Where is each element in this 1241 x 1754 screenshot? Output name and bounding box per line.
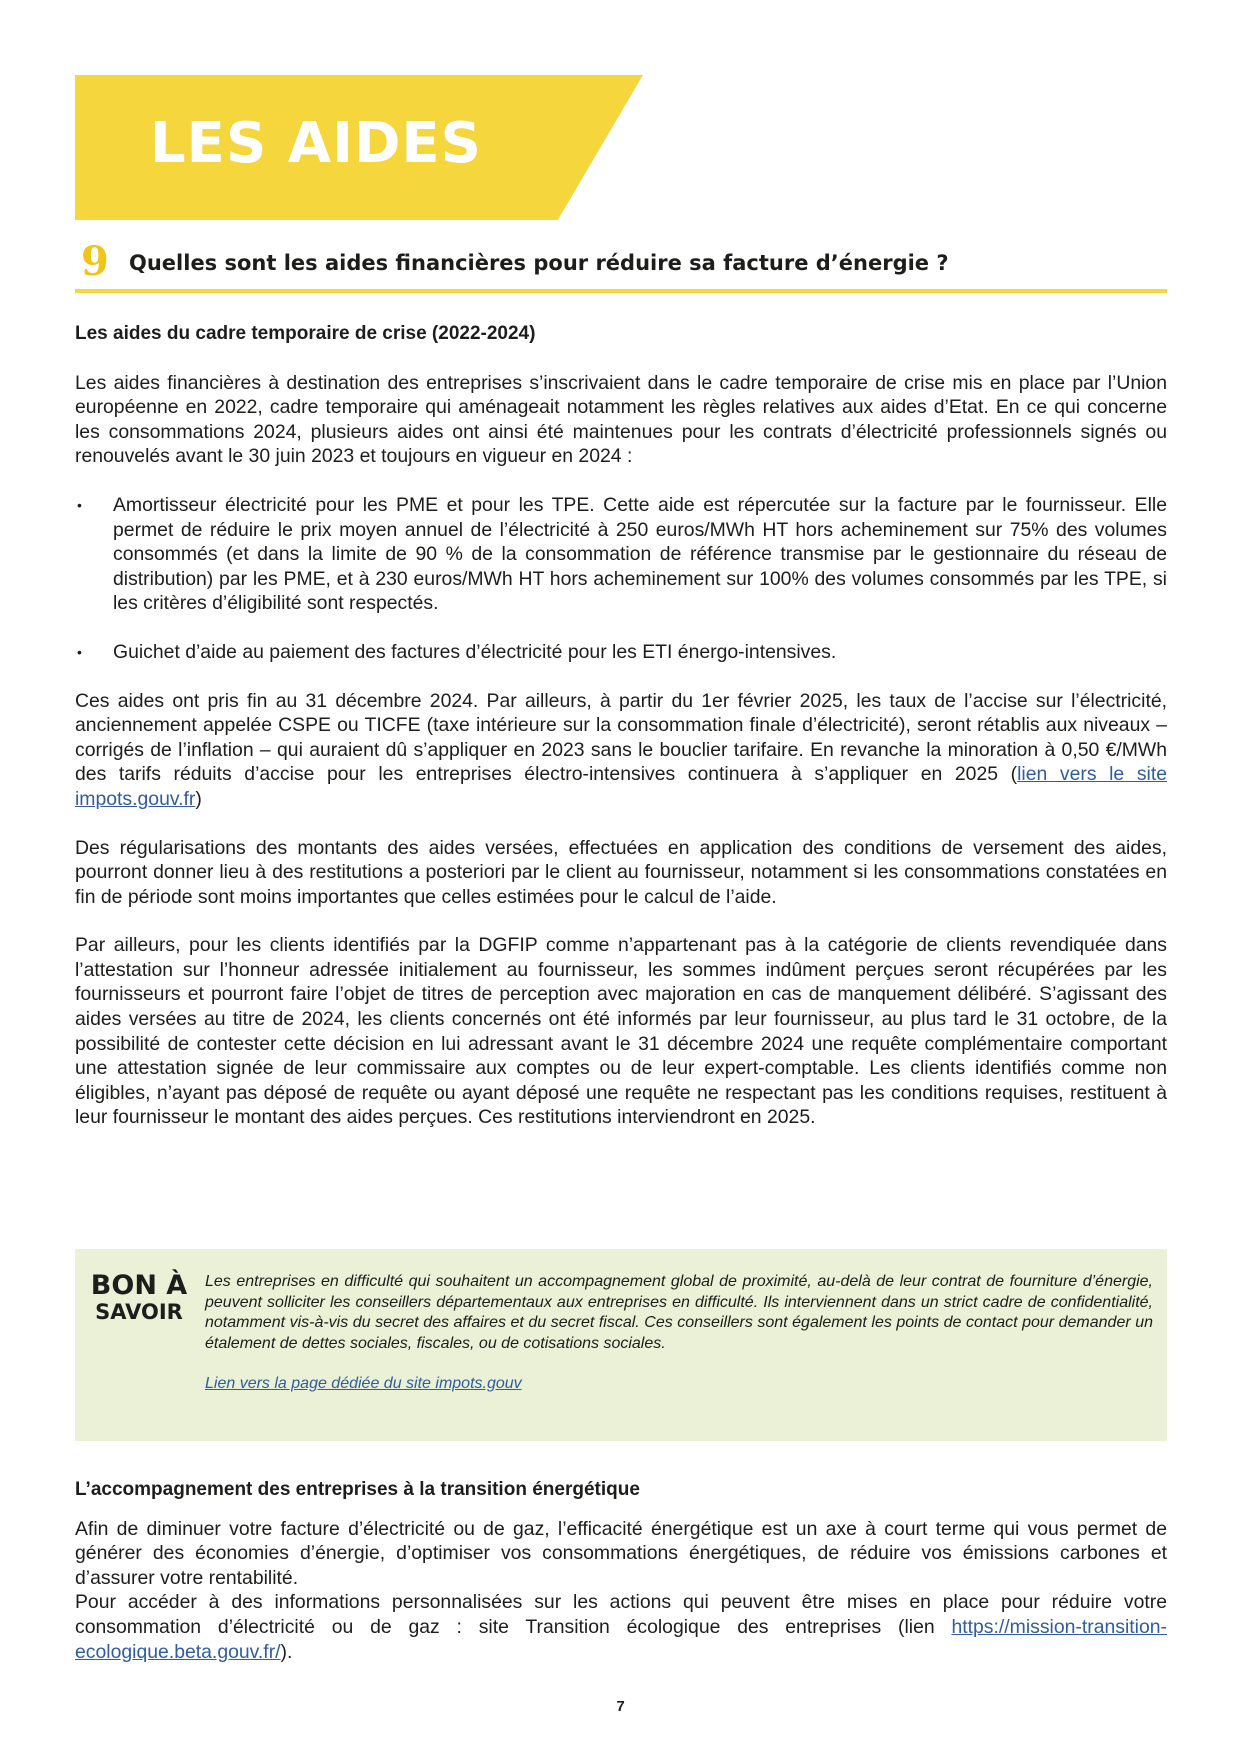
bon-a-savoir-label — [89, 1270, 189, 1325]
mission-text: Pour accéder à des informations personnalisées sur les actions qui peuvent être mises en place pour réduire votre consommation d’électricité ou de gaz : site Transition écologique des entreprises (lien — [75, 1591, 1167, 1638]
efficiency-paragraph: Afin de diminuer votre facture d’électricité ou de gaz, l’efficacité énergétique est un axe à court terme qui vous permet de générer des économies d’énergie, d’optimiser vos consommations énergétiques, de réduire vos émissions carbones et d’assurer votre rentabilité. — [75, 1517, 1167, 1589]
bon-a-savoir-text — [205, 1272, 1153, 1415]
dgfip-paragraph: Par ailleurs, pour les clients identifiés par la DGFIP comme n’appartenant pas à la catégorie de clients revendiquée dans l’attestation sur l’honneur adressée initialement au fournisseur, les sommes indûment perçues seront récupérées par les fournisseurs et pourront faire l’objet de titres de perception avec majoration en cas de manquement délibéré. S’agissant des aides versées au titre de 2024, les clients concernés ont été informés par leur fournisseur, au plus tard le 31 octobre, de la possibilité de contester cette décision en lui adressant avant le 31 décembre 2024 une requête complémentaire comportant une attestation signée de leur commissaire aux comptes ou de leur expert-comptable. Les clients identifiés comme non éligibles, n’ayant pas déposé de requête ou ayant déposé une requête ne respectant pas les conditions requises, restituent à leur fournisseur le montant des aides perçues. Ces restitutions interviendront en 2025. — [75, 934, 1167, 1129]
question-divider — [75, 289, 1167, 293]
page-title: LES AIDES — [150, 111, 483, 176]
bon-a-savoir-box — [75, 1249, 1167, 1441]
impots-link[interactable]: lien vers le site impots.gouv.fr — [75, 763, 1167, 810]
label-line2: SAVOIR — [95, 1300, 183, 1324]
list-item-text: Guichet d’aide au paiement des factures d’électricité pour les ETI énergo-intensives. — [113, 640, 837, 663]
box-paragraph: Les entreprises en difficulté qui souhaitent un accompagnement global de proximité, au-delà de leur contrat de fourniture d’énergie, peuvent solliciter les conseillers départementaux aux entreprises en difficulté. Ils interviennent dans un strict cadre de confidentialité, notamment vis-à-vis du secret des affaires et du secret fiscal. Ces conseillers sont également les points de contact pour demander un étalement de dettes sociales, fiscales, ou de cotisations sociales. — [205, 1273, 1153, 1352]
bullet-icon: • — [77, 496, 82, 513]
section-crisis-aid — [75, 322, 1167, 1154]
closing-paren: ) — [195, 787, 202, 810]
bullet-icon: • — [77, 643, 82, 660]
question-title: Quelles sont les aides financières pour réduire sa facture d’énergie ? — [129, 251, 949, 275]
end-of-aid-text: Ces aides ont pris fin au 31 décembre 2024. Par ailleurs, à partir du 1er février 2025, les taux de l’accise sur l’électricité, anciennement appelée CSPE ou TICFE (taxe intérieure sur la consommation finale d’électricité), seront rétablis aux niveaux – corrigés de l’inflation – qui auraient dû s’appliquer en 2023 sans le bouclier tarifaire. En revanche la minoration à 0,50 €/MWh des tarifs réduits d’accise pour les entreprises électro-intensives continuera à s’appliquer en 2025 ( — [75, 689, 1167, 786]
list-item-text: Amortisseur électricité pour les PME et pour les TPE. Cette aide est répercutée sur la facture par le fournisseur. Elle permet de réduire le prix moyen annuel de l’électricité à 250 euros/MWh HT hors acheminement sur 75% des volumes consommés (et dans la limite de 90 % de la consommation de référence transmise par le gestionnaire du réseau de distribution) par les PME, et à 230 euros/MWh HT hors acheminement sur 100% des volumes consommés par les TPE, si les critères d’éligibilité sont respectés. — [113, 493, 1167, 615]
impots-page-link[interactable]: Lien vers la page dédiée du site impots.gouv — [205, 1375, 522, 1392]
question-number: 9 — [81, 238, 109, 285]
regularisation-paragraph: Des régularisations des montants des aides versées, effectuées en application des conditions de versement des aides, pourront donner lieu à des restitutions a posteriori par le client au fournisseur, notamment si les consommations constatées en fin de période sont moins importantes que celles estimées pour le calcul de l’aide. — [75, 836, 1167, 908]
closing-paren: ). — [280, 1640, 293, 1663]
list-item — [75, 640, 1167, 665]
intro-paragraph: Les aides financières à destination des entreprises s’inscrivaient dans le cadre temporaire de crise mis en place par l’Union européenne en 2022, cadre temporaire qui aménageait notamment les règles relatives aux aides d’Etat. En ce qui concerne les consommations 2024, plusieurs aides ont ainsi été maintenues pour les contrats d’électricité professionnels signés ou renouvelés avant le 30 juin 2023 et toujours en vigueur en 2024 : — [75, 371, 1167, 468]
section-energy-transition — [75, 1478, 1167, 1664]
mission-paragraph — [75, 1590, 1167, 1664]
section-heading: L’accompagnement des entreprises à la transition énergétique — [75, 1479, 640, 1500]
question-header — [75, 240, 1167, 292]
section-heading: Les aides du cadre temporaire de crise (2022-2024) — [75, 323, 536, 344]
label-line1: BON À — [90, 1270, 188, 1301]
aid-list — [75, 493, 1167, 665]
end-of-aid-paragraph — [75, 689, 1167, 812]
page-number: 7 — [616, 1698, 625, 1715]
mission-transition-link[interactable]: https://mission-transition-ecologique.beta.gouv.fr/ — [75, 1615, 1167, 1663]
list-item — [75, 493, 1167, 616]
